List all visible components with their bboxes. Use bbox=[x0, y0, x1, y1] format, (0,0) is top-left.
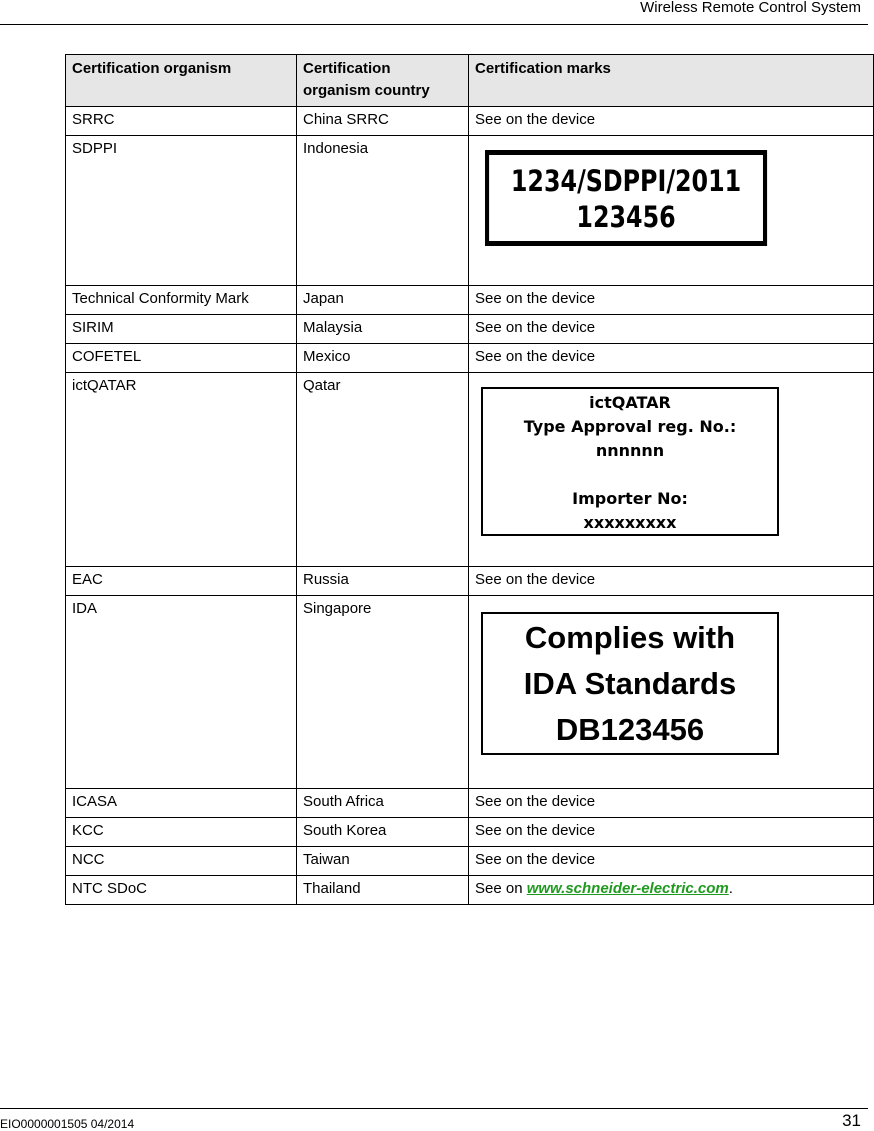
marks-cell bbox=[469, 596, 874, 789]
marks-cell: See on the device bbox=[469, 344, 874, 373]
country-cell: Malaysia bbox=[297, 315, 469, 344]
schneider-website-link[interactable]: www.schneider-electric.com bbox=[526, 880, 729, 897]
organism-cell: NCC bbox=[66, 847, 297, 876]
table-row bbox=[66, 286, 874, 315]
ida-mark-line: IDA Standards bbox=[523, 666, 737, 701]
table-row bbox=[66, 789, 874, 818]
table-row bbox=[66, 847, 874, 876]
marks-cell: See on the device bbox=[469, 567, 874, 596]
table-row bbox=[66, 315, 874, 344]
sdppi-mark-line: 123456 bbox=[576, 200, 676, 234]
country-cell: Qatar bbox=[297, 373, 469, 567]
column-header-organism: Certification organism bbox=[66, 55, 297, 107]
document-id: EIO0000001505 04/2014 bbox=[0, 1117, 135, 1131]
qatar-mark-line: Type Approval reg. No.: bbox=[523, 417, 737, 436]
organism-cell: ictQATAR bbox=[66, 373, 297, 567]
qatar-mark-line: nnnnnn bbox=[595, 441, 665, 460]
organism-cell: NTC SDoC bbox=[66, 876, 297, 905]
country-cell: South Africa bbox=[297, 789, 469, 818]
country-cell: Thailand bbox=[297, 876, 469, 905]
country-cell: Indonesia bbox=[297, 136, 469, 286]
marks-suffix-text: . bbox=[728, 880, 733, 897]
country-cell: Russia bbox=[297, 567, 469, 596]
country-cell: Japan bbox=[297, 286, 469, 315]
table-row bbox=[66, 136, 874, 286]
qatar-mark-line: ictQATAR bbox=[589, 393, 671, 412]
country-cell: Taiwan bbox=[297, 847, 469, 876]
qatar-mark-spacer bbox=[483, 463, 777, 487]
ida-mark-line: Complies with bbox=[524, 620, 736, 655]
qatar-mark-line: Importer No: bbox=[572, 489, 688, 508]
organism-cell: Technical Conformity Mark bbox=[66, 286, 297, 315]
table-row bbox=[66, 596, 874, 789]
marks-cell: See on the device bbox=[469, 315, 874, 344]
organism-cell: ICASA bbox=[66, 789, 297, 818]
certification-table bbox=[65, 54, 874, 905]
marks-cell bbox=[469, 373, 874, 567]
footer-divider bbox=[0, 1108, 868, 1109]
marks-cell: See on the device bbox=[469, 107, 874, 136]
table-row bbox=[66, 567, 874, 596]
column-header-country: Certification organism country bbox=[297, 55, 469, 107]
header-divider bbox=[0, 24, 868, 25]
ida-label-mark bbox=[481, 612, 779, 755]
table-row bbox=[66, 876, 874, 905]
country-cell: Mexico bbox=[297, 344, 469, 373]
marks-cell bbox=[469, 136, 874, 286]
marks-cell bbox=[469, 876, 874, 905]
page-number: 31 bbox=[842, 1111, 861, 1130]
sdppi-mark-line: 1234/SDPPI/2011 bbox=[510, 164, 742, 198]
marks-cell: See on the device bbox=[469, 847, 874, 876]
organism-cell: COFETEL bbox=[66, 344, 297, 373]
marks-cell: See on the device bbox=[469, 818, 874, 847]
sdppi-label-mark bbox=[485, 150, 767, 246]
marks-cell: See on the device bbox=[469, 789, 874, 818]
organism-cell: SDPPI bbox=[66, 136, 297, 286]
table-header-row bbox=[66, 55, 874, 107]
country-cell: China SRRC bbox=[297, 107, 469, 136]
organism-cell: KCC bbox=[66, 818, 297, 847]
running-header-title: Wireless Remote Control System bbox=[640, 0, 861, 16]
organism-cell: SIRIM bbox=[66, 315, 297, 344]
table-row bbox=[66, 373, 874, 567]
table-row bbox=[66, 107, 874, 136]
table-row bbox=[66, 818, 874, 847]
qatar-mark-line: xxxxxxxxx bbox=[583, 513, 677, 532]
column-header-marks: Certification marks bbox=[469, 55, 874, 107]
marks-cell: See on the device bbox=[469, 286, 874, 315]
ida-mark-line: DB123456 bbox=[555, 712, 705, 747]
organism-cell: EAC bbox=[66, 567, 297, 596]
country-cell: South Korea bbox=[297, 818, 469, 847]
table-row bbox=[66, 344, 874, 373]
ictqatar-label-mark bbox=[481, 387, 779, 536]
organism-cell: IDA bbox=[66, 596, 297, 789]
marks-prefix-text: See on bbox=[475, 880, 527, 897]
organism-cell: SRRC bbox=[66, 107, 297, 136]
country-cell: Singapore bbox=[297, 596, 469, 789]
